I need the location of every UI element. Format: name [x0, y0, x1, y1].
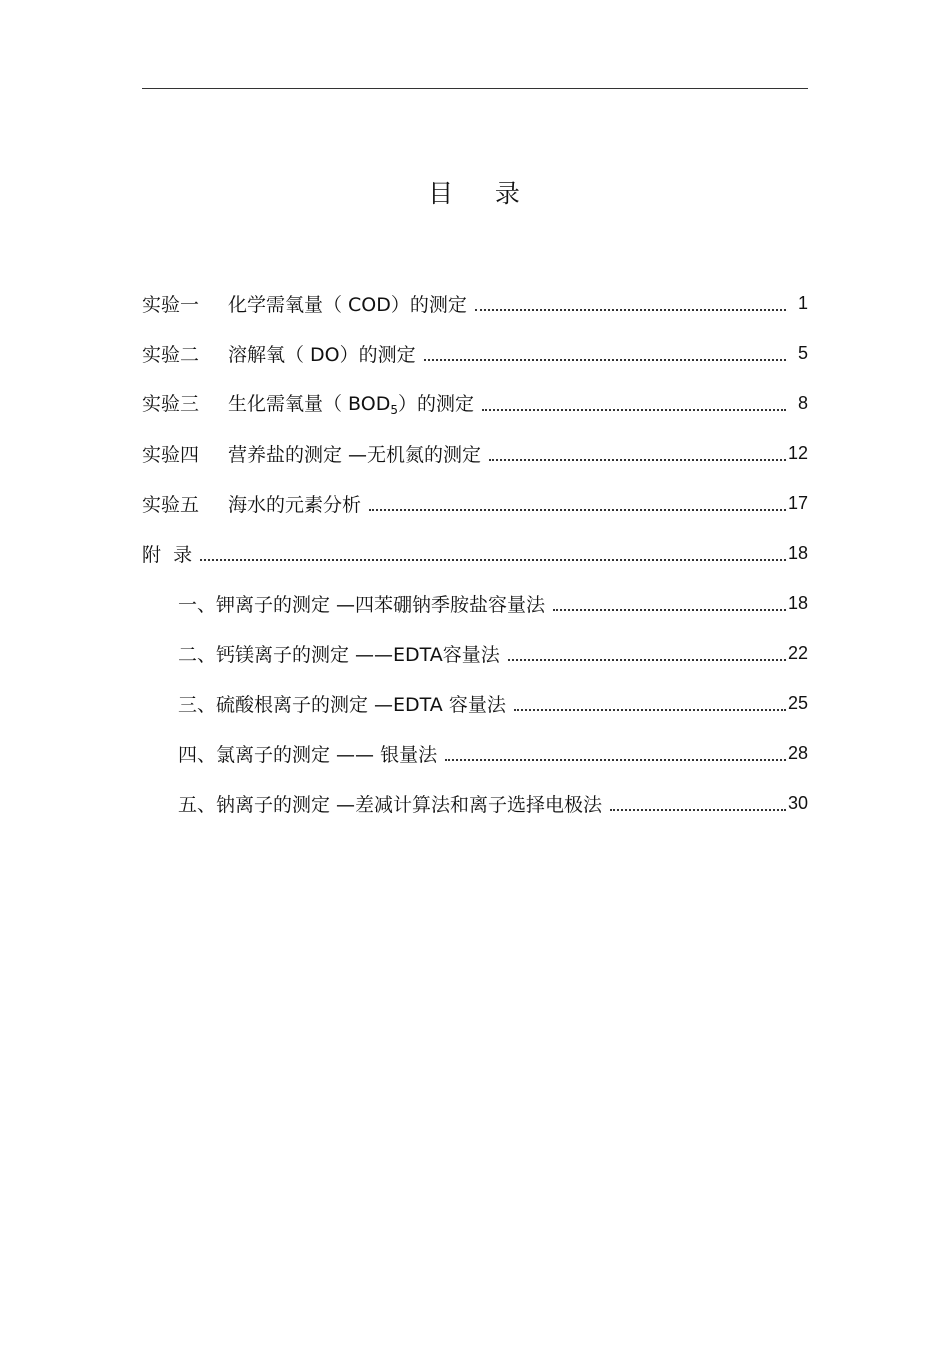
toc-entry-3[interactable] — [142, 378, 808, 428]
header-rule — [142, 88, 808, 89]
toc-page-number: 28 — [787, 742, 808, 763]
toc-page-number: 18 — [787, 542, 808, 563]
toc-page-number: 22 — [787, 642, 808, 663]
toc-entry-title: 四、氯离子的测定 —— 银量法 — [178, 743, 438, 766]
page-title: 目 录 — [428, 179, 522, 208]
toc-entry-1[interactable] — [142, 278, 808, 328]
dot-leader — [200, 558, 786, 561]
dot-leader — [514, 708, 786, 711]
toc-entry-appendix[interactable] — [142, 528, 808, 578]
toc-subentry-1[interactable] — [142, 578, 808, 628]
toc-subentry-5[interactable] — [142, 778, 808, 828]
toc-entry-2[interactable] — [142, 328, 808, 378]
toc-entry-label — [142, 389, 474, 417]
toc-page-number: 8 — [797, 392, 808, 413]
toc-entry-title: 海水的元素分析 — [228, 493, 362, 516]
toc-page-number: 12 — [787, 442, 808, 463]
toc-entry-title: 附 录 — [142, 543, 193, 566]
toc-page-number: 25 — [787, 692, 808, 713]
toc-entry-title: 二、钙镁离子的测定 ——EDTA容量法 — [178, 643, 500, 666]
toc-page-number: 1 — [797, 292, 808, 313]
dot-leader — [610, 808, 786, 811]
toc-page-number: 17 — [787, 492, 808, 513]
toc-entry-label — [142, 340, 416, 367]
toc-entry-title: 一、钾离子的测定 —四苯硼钠季胺盐容量法 — [178, 593, 546, 616]
dot-leader — [489, 458, 786, 461]
toc-subentry-4[interactable] — [142, 728, 808, 778]
dot-leader — [445, 758, 786, 761]
dot-leader — [482, 408, 786, 411]
toc-entry-number: 实验三 — [142, 393, 200, 415]
toc-page-number: 18 — [787, 592, 808, 613]
dot-leader — [508, 658, 786, 661]
toc-entry-4[interactable] — [142, 428, 808, 478]
toc-entry-title: 五、钠离子的测定 —差减计算法和离子选择电极法 — [178, 793, 603, 816]
toc-page-number: 5 — [797, 342, 808, 363]
toc-entry-title: 三、硫酸根离子的测定 —EDTA 容量法 — [178, 693, 506, 716]
dot-leader — [424, 358, 786, 361]
toc-entry-number: 实验五 — [142, 493, 200, 516]
dot-leader — [553, 608, 786, 611]
toc-entry-label — [142, 290, 467, 317]
dot-leader — [475, 308, 786, 311]
toc-entry-label — [142, 490, 361, 517]
toc-subentry-2[interactable] — [142, 628, 808, 678]
toc-entry-number: 实验二 — [142, 343, 200, 366]
toc-entry-label — [142, 440, 481, 467]
toc-entry-title: 溶解氧（ DO）的测定 — [228, 343, 416, 366]
toc-entry-title-post: ）的测定 — [397, 393, 474, 415]
toc-entry-title: 营养盐的测定 —无机氮的测定 — [228, 443, 482, 466]
toc-entry-number: 实验四 — [142, 443, 200, 466]
toc-entry-number: 实验一 — [142, 293, 200, 316]
toc-entry-title: 化学需氧量（ COD）的测定 — [228, 293, 467, 316]
toc-entry-subscript: 5 — [390, 403, 398, 417]
table-of-contents — [142, 278, 808, 828]
toc-page-number: 30 — [787, 792, 808, 813]
toc-entry-5[interactable] — [142, 478, 808, 528]
dot-leader — [369, 508, 786, 511]
toc-entry-title-pre: 生化需氧量（ BOD — [228, 393, 391, 415]
toc-subentry-3[interactable] — [142, 678, 808, 728]
